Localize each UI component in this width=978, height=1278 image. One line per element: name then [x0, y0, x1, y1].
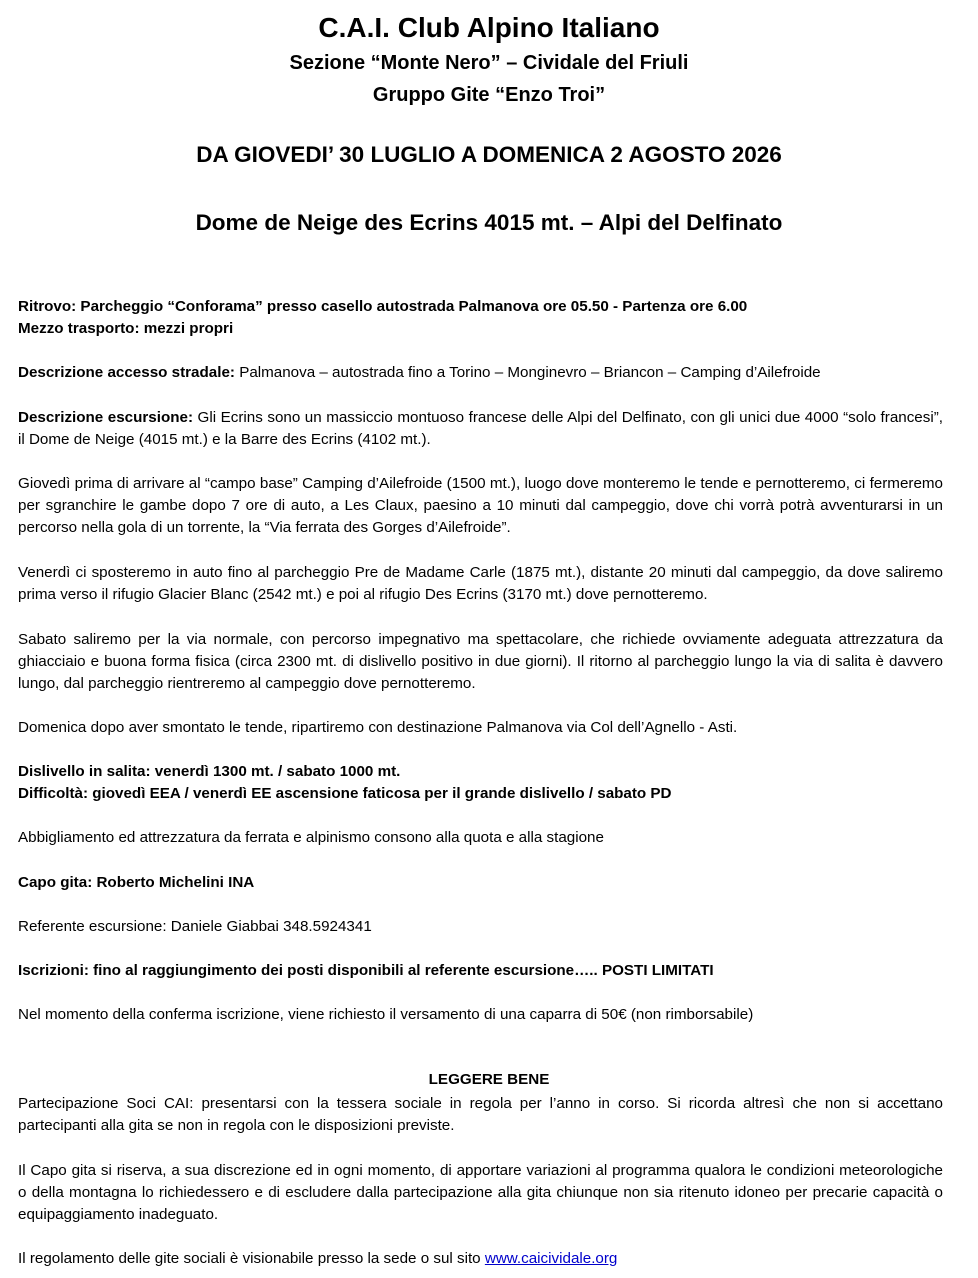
thursday-paragraph — [18, 473, 943, 539]
group-subtitle: Gruppo Gite “Enzo Troi” — [372, 84, 606, 106]
equipment-paragraph — [18, 827, 943, 849]
excursion-text: Gli Ecrins sono un massiccio montuoso francese delle Alpi del Delfinato, con gli unici due 4000 “solo francesi”, il Dome de Neige (4015 mt.) e la Barre des Ecrins (4102 mt.). — [18, 409, 943, 448]
trip-dates: DA GIOVEDI’ 30 LUGLIO A DOMENICA 2 AGOSTO 2026 — [196, 142, 782, 167]
membership-text: Partecipazione Soci CAI: presentarsi con la tessera sociale in regola per l’anno in corso. Si ricorda altresì che non si accettano partecipanti alla gita se non in regola con le disposizioni previste. — [18, 1095, 943, 1134]
thursday-text: Giovedì prima di arrivare al “campo base” Camping d’Ailefroide (1500 mt.), luogo dove monteremo le tende e pernotteremo, ci fermeremo per sgranchire le gambe dopo 7 ore di auto, a Les Claux, paesino a 10 minuti dal campeggio, dove chi vorrà potrà avventurarsi in un percorso nella gola di un torrente, la “Via ferrata des Gorges d’Ailefroide”. — [18, 475, 943, 536]
meeting-block — [18, 296, 943, 340]
membership-paragraph — [18, 1093, 943, 1137]
org-title: C.A.I. Club Alpino Italiano — [318, 12, 660, 43]
leader-paragraph — [18, 872, 943, 894]
website-link[interactable]: www.caicividale.org — [484, 1250, 618, 1267]
elevation-line: Dislivello in salita: venerdì 1300 mt. / sabato 1000 mt. — [18, 763, 401, 780]
transport-line: Mezzo trasporto: mezzi propri — [18, 320, 234, 337]
friday-paragraph — [18, 562, 943, 606]
equipment-text: Abbigliamento ed attrezzatura da ferrata e alpinismo consono alla quota e alla stagione — [18, 829, 604, 846]
leader-text: Capo gita: Roberto Michelini INA — [18, 874, 255, 891]
contact-paragraph — [18, 916, 943, 938]
leader-rights-text: Il Capo gita si riserva, a sua discrezione ed in ogni momento, di apportare variazioni al programma qualora le condizioni meteorologiche o della montagna lo richiedessero e di escludere dalla partecipazione alla gita chiunque non sia ritenuto idoneo per precarie capacità o equipaggiamento inadeguato. — [18, 1162, 943, 1223]
road-label: Descrizione accesso stradale: — [18, 364, 235, 381]
section-subtitle: Sezione “Monte Nero” – Cividale del Friuli — [289, 52, 689, 74]
sunday-paragraph — [18, 717, 943, 739]
meeting-line: Ritrovo: Parcheggio “Conforama” presso casello autostrada Palmanova ore 05.50 - Partenza ore 6.00 — [18, 298, 748, 315]
deposit-text: Nel momento della conferma iscrizione, viene richiesto il versamento di una caparra di 50€ (non rimborsabile) — [18, 1006, 754, 1023]
deposit-paragraph — [18, 1004, 943, 1026]
technical-block — [18, 761, 943, 805]
friday-text: Venerdì ci sposteremo in auto fino al parcheggio Pre de Madame Carle (1875 mt.), distante 20 minuti dal campeggio, da dove saliremo prima verso il rifugio Glacier Blanc (2542 mt.) e poi al rifugio Des Ecrins (3170 mt.) dove pernotteremo. — [18, 564, 943, 603]
registration-paragraph — [18, 960, 943, 982]
saturday-paragraph — [18, 629, 943, 695]
difficulty-line: Difficoltà: giovedì EEA / venerdì EE ascensione faticosa per il grande dislivello / sabato PD — [18, 785, 672, 802]
registration-text: Iscrizioni: fino al raggiungimento dei posti disponibili al referente escursione….. POSTI LIMITATI — [18, 962, 714, 979]
road-access — [18, 362, 943, 384]
contact-text: Referente escursione: Daniele Giabbai 348.5924341 — [18, 918, 372, 935]
rules-text: Il regolamento delle gite sociali è visionabile presso la sede o sul sito — [18, 1250, 485, 1267]
saturday-text: Sabato saliremo per la via normale, con percorso impegnativo ma spettacolare, che richiede ovviamente adeguata attrezzatura da ghiacciaio e buona forma fisica (circa 2300 mt. di dislivello positivo in due giorni). Il ritorno al parcheggio lungo la via di salita è davvero lungo, dal parcheggio rientreremo al campeggio dove pernotteremo. — [18, 631, 943, 692]
excursion-description — [18, 407, 943, 451]
excursion-label: Descrizione escursione: — [18, 409, 194, 426]
notice-heading: LEGGERE BENE — [428, 1071, 550, 1088]
road-text: Palmanova – autostrada fino a Torino – Monginevro – Briancon – Camping d’Ailefroide — [234, 364, 821, 381]
rules-paragraph — [18, 1248, 943, 1270]
leader-rights-paragraph — [18, 1160, 943, 1226]
trip-destination: Dome de Neige des Ecrins 4015 mt. – Alpi del Delfinato — [195, 210, 783, 235]
sunday-text: Domenica dopo aver smontato le tende, ripartiremo con destinazione Palmanova via Col dell’Agnello - Asti. — [18, 719, 738, 736]
